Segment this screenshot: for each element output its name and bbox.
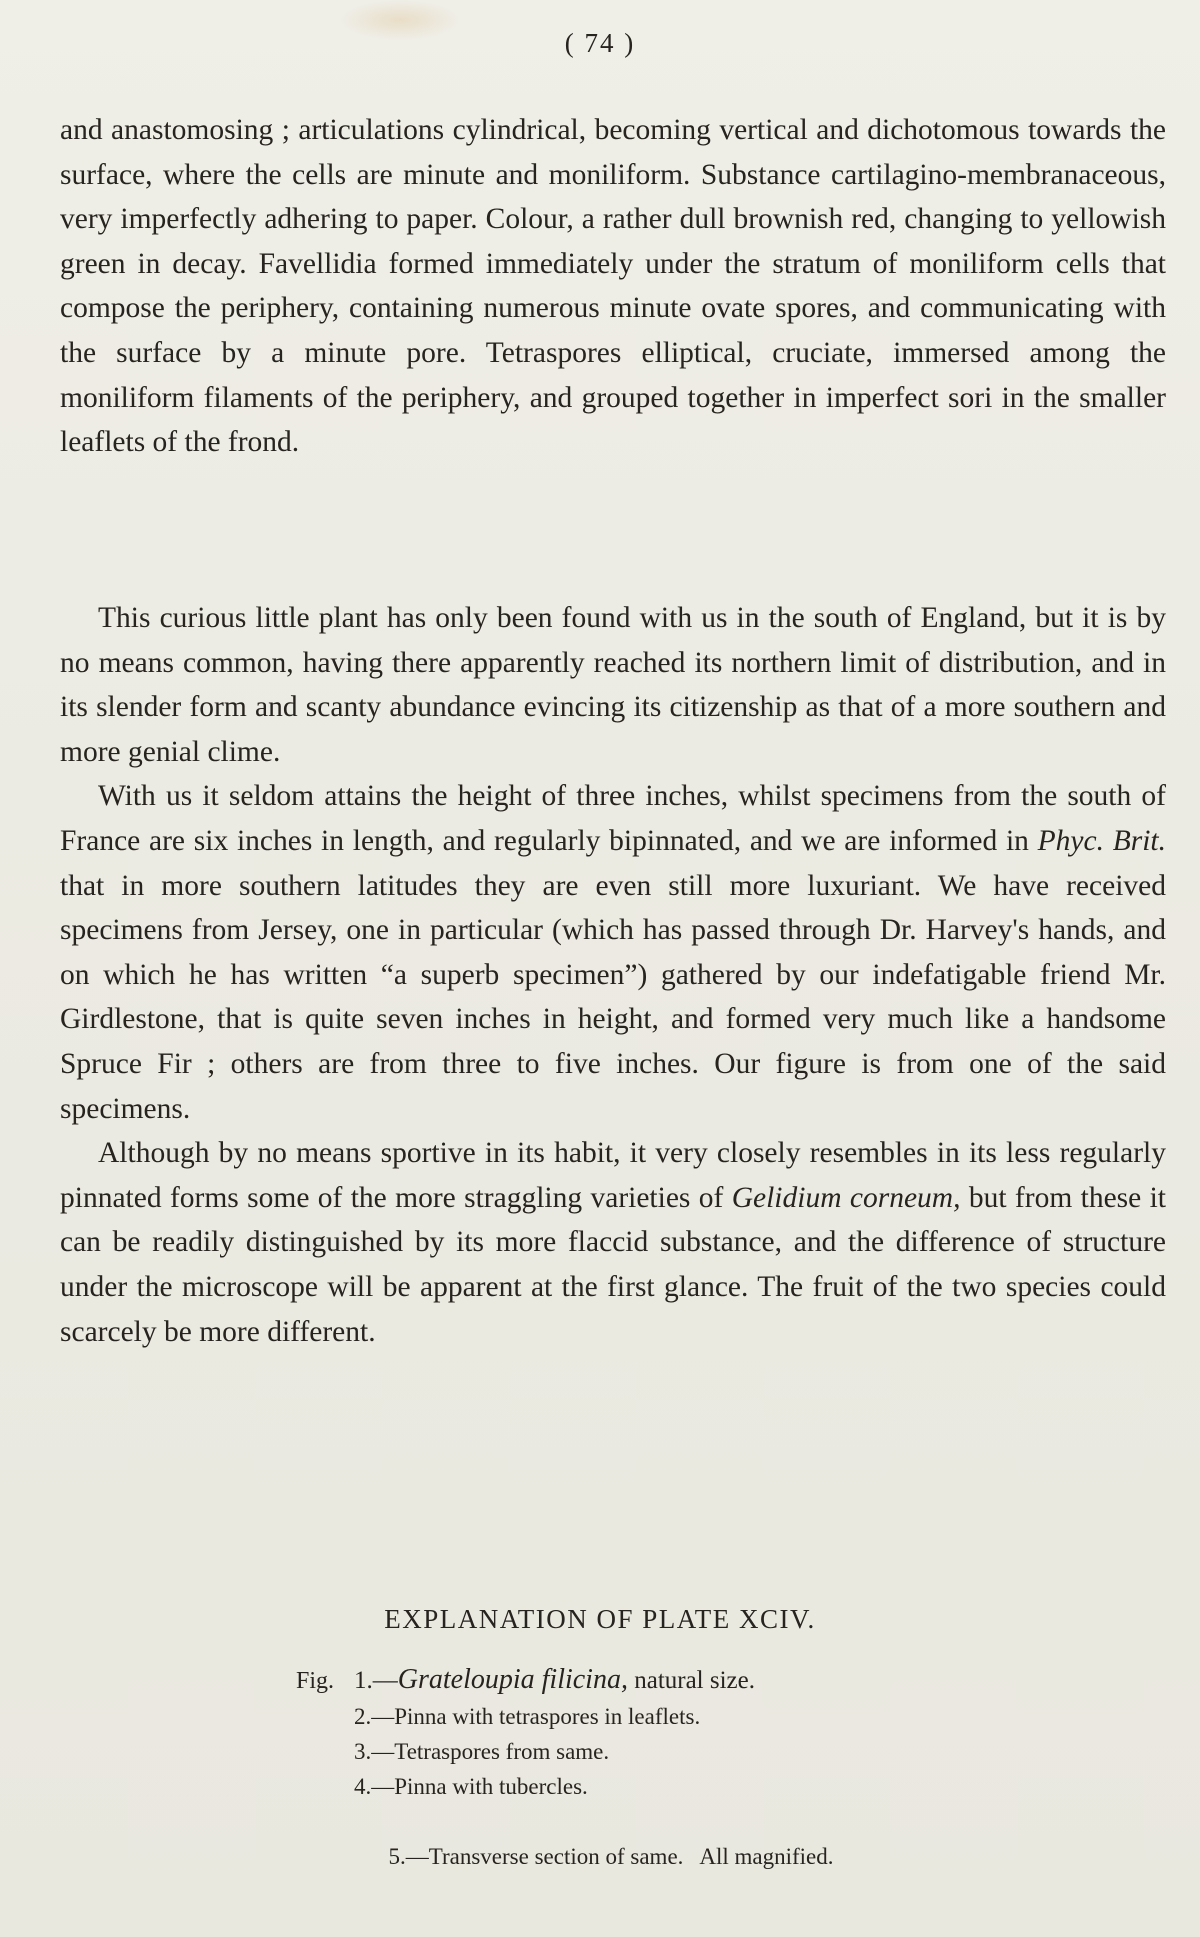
figure-number: 2.— xyxy=(354,1704,395,1729)
species-name-gelidium: Gelidium corneum, xyxy=(731,1181,961,1214)
figure-caption: natural size. xyxy=(627,1667,755,1694)
plate-title: EXPLANATION OF PLATE XCIV. xyxy=(384,1604,816,1634)
paragraph-size-start: With us it seldom attains the height of three inches, whilst specimens from the south of France are six inches in length, and regularly bipinnated, and we are informed in xyxy=(60,780,1166,857)
figure-list xyxy=(296,1662,1056,1909)
figure-item xyxy=(296,1804,1056,1909)
figure-caption: Pinna with tubercles. xyxy=(394,1774,588,1799)
figure-number: 5.— xyxy=(388,1844,429,1869)
description-text xyxy=(60,108,1166,465)
figure-item xyxy=(296,1699,1056,1734)
paragraph-size xyxy=(60,774,1166,1131)
paragraph-comparison-end: but from these it can be readily distinguished by its more flaccid substance, and the difference of structure under the microscope will be apparent at the first glance. The fruit of the two species could scarcely be more different. xyxy=(60,1181,1167,1348)
reference-citation: Phyc. Brit. xyxy=(1037,824,1166,857)
paragraph-comparison-start: Although by no means sportive in its habit, it very closely resembles in its less regularly pinnated forms some of the more straggling varieties of xyxy=(60,1137,1166,1214)
figure-item xyxy=(296,1734,1056,1769)
paragraph-size-end: that in more southern latitudes they are even still more luxuriant. We have received specimens from Jersey, one in particular (which has passed through Dr. Harvey's hands, and on which he has written “a superb specimen”) gathered by our indefatigable friend Mr. Girdlestone, that is quite seven inches in height, and formed very much like a handsome Spruce Fir ; others are from three to five inches. Our figure is from one of the said specimens. xyxy=(60,869,1166,1125)
figure-number: 4.— xyxy=(354,1774,395,1799)
figure-item xyxy=(296,1769,1056,1804)
figure-caption: Pinna with tetraspores in leaflets. xyxy=(394,1704,701,1729)
paragraph-distribution: This curious little plant has only been found with us in the south of England, but it is by no means common, having there apparently reached its northern limit of distribution, and in its slender form and scanty abundance evincing its citizenship as that of a more southern and more genial clime. xyxy=(60,602,1166,768)
fig-label: Fig. xyxy=(296,1668,335,1694)
figure-caption: Tetraspores from same. xyxy=(394,1739,610,1764)
intro-paragraph: and anastomosing ; articulations cylindrical, becoming vertical and dichotomous towards the surface, where the cells are minute and moniliform. Substance cartilagino-membranaceous, very imperfectly adhering to paper. Colour, a rather dull brownish red, changing to yellowish green in decay. Favellidia formed immediately under the stratum of moniliform cells that compose the periphery, containing numerous minute ovate spores, and communicating with the surface by a minute pore. Tetraspores elliptical, cruciate, immersed among the moniliform filaments of the periphery, and grouped together in imperfect sori in the smaller leaflets of the frond. xyxy=(60,114,1166,459)
figure-item xyxy=(296,1662,1056,1699)
paragraph-comparison xyxy=(60,1131,1166,1354)
species-name-grateloupia: Grateloupia filicina, xyxy=(397,1664,628,1695)
page-number: ( 74 ) xyxy=(564,28,636,58)
observations-text xyxy=(60,596,1166,1354)
figure-caption: Transverse section of same. All magnified. xyxy=(428,1844,834,1869)
figure-number: 1.— xyxy=(354,1667,398,1694)
figure-number: 3.— xyxy=(354,1739,395,1764)
